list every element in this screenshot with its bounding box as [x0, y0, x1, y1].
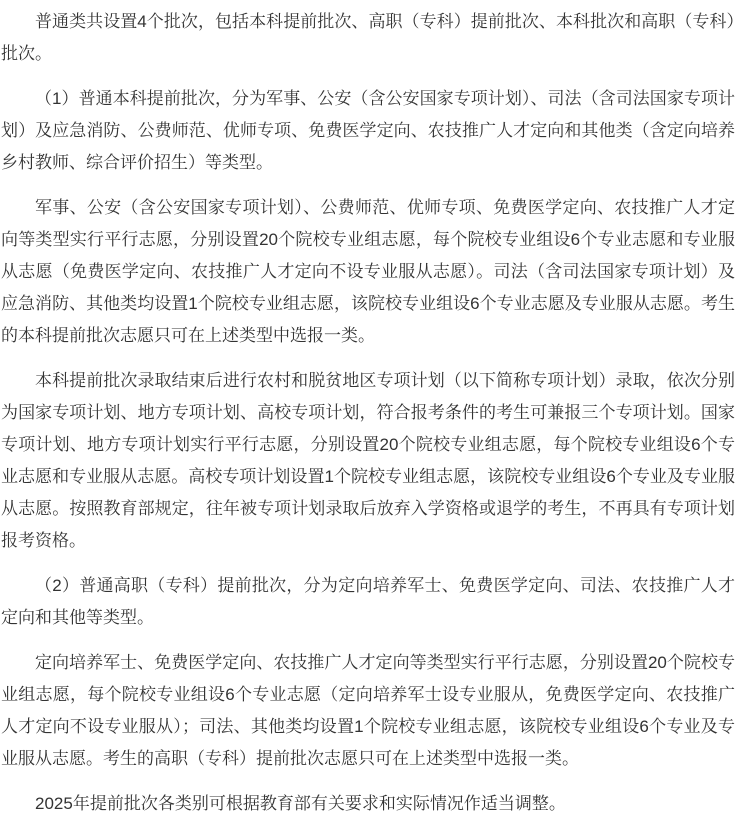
paragraph-special-plans-rules: 本科提前批次录取结束后进行农村和脱贫地区专项计划（以下简称专项计划）录取，依次分别为国家专项计划、地方专项计划、高校专项计划，符合报考条件的考生可兼报三个专项计划。国家专项计划、地方专项计划实行平行志愿，分别设置20个院校专业组志愿，每个院校专业组设6个专业志愿和专业服从志愿。高校专项计划设置1个院校专业组志愿，该院校专业组设6个专业及专业服从志愿。按照教育部规定，往年被专项计划录取后放弃入学资格或退学的考生，不再具有专项计划报考资格。: [1, 371, 735, 550]
paragraph-vocational-early-batch-types: （2）普通高职（专科）提前批次，分为定向培养军士、免费医学定向、司法、农技推广人才定向和其他等类型。: [1, 576, 735, 627]
document-body: [1, 6, 735, 820]
paragraph-undergrad-early-batch-types: （1）普通本科提前批次，分为军事、公安（含公安国家专项计划）、司法（含司法国家专项计划）及应急消防、公费师范、优师专项、免费医学定向、农技推广人才定向和其他类（含定向培养乡村教师、综合评价招生）等类型。: [1, 89, 735, 172]
paragraph-undergrad-early-batch-volunteer-rules: 军事、公安（含公安国家专项计划）、公费师范、优师专项、免费医学定向、农技推广人才定向等类型实行平行志愿，分别设置20个院校专业组志愿，每个院校专业组设6个专业志愿和专业服从志愿（免费医学定向、农技推广人才定向不设专业服从志愿）。司法（含司法国家专项计划）及应急消防、其他类均设置1个院校专业组志愿，该院校专业组设6个专业志愿及专业服从志愿。考生的本科提前批次志愿只可在上述类型中选报一类。: [1, 198, 735, 345]
paragraph-batches-overview: 普通类共设置4个批次，包括本科提前批次、高职（专科）提前批次、本科批次和高职（专科）批次。: [1, 12, 735, 63]
paragraph-vocational-early-batch-volunteer-rules: 定向培养军士、免费医学定向、农技推广人才定向等类型实行平行志愿，分别设置20个院校专业组志愿，每个院校专业组设6个专业志愿（定向培养军士设专业服从，免费医学定向、农技推广人才定向不设专业服从）；司法、其他类均设置1个院校专业组志愿，该院校专业组设6个专业及专业服从志愿。考生的高职（专科）提前批次志愿只可在上述类型中选报一类。: [1, 653, 735, 768]
paragraph-2025-adjustment-note: 2025年提前批次各类别可根据教育部有关要求和实际情况作适当调整。: [35, 794, 566, 813]
